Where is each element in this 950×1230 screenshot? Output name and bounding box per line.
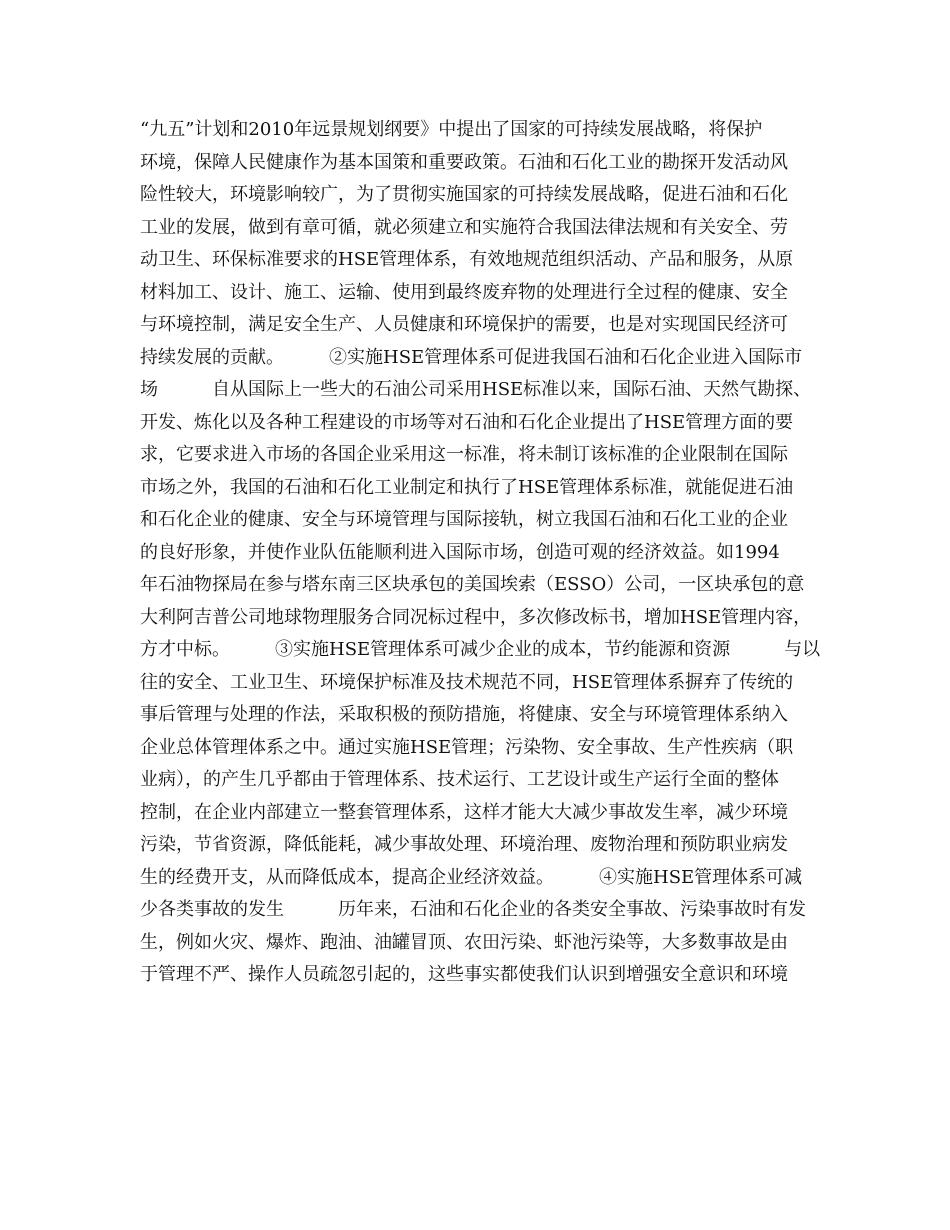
text-line: 开发、炼化以及各种工程建设的市场等对石油和石化企业提出了HSE管理方面的要: [140, 411, 794, 433]
text-line: 业病），的产生几乎都由于管理体系、技术运行、工艺设计或生产运行全面的整体: [140, 769, 779, 790]
text-line: 持续发展的贡献。 ②实施HSE管理体系可促进我国石油和石化企业进入国际市: [140, 346, 803, 368]
text-line: 险性较大，环境影响较广，为了贯彻实施国家的可持续发展战略，促进石油和石化: [140, 184, 788, 205]
text-line: 生，例如火灾、爆炸、跑油、油罐冒顶、农田污染、虾池污染等，大多数事故是由: [140, 931, 788, 953]
text-line: 材料加工、设计、施工、运输、使用到最终废弃物的处理进行全过程的健康、安全: [140, 281, 788, 303]
text-line: 方才中标。 ③实施HSE管理体系可减少企业的成本，节约能源和资源 与以: [140, 639, 821, 660]
text-line: 事后管理与处理的作法，采取积极的预防措施，将健康、安全与环境管理体系纳入: [140, 704, 788, 725]
text-line: 与环境控制，满足安全生产、人员健康和环境保护的需要，也是对实现国民经济可: [140, 314, 788, 335]
text-line: 大利阿吉普公司地球物理服务合同况标过程中，多次修改标书，增加HSE管理内容，: [140, 606, 812, 628]
text-line: 企业总体管理体系之中。通过实施HSE管理；污染物、安全事故、生产性疾病（职: [140, 736, 794, 758]
text-line: 和石化企业的健康、安全与环境管理与国际接轨，树立我国石油和石化工业的企业: [140, 509, 788, 530]
text-line: 污染，节省资源，降低能耗，减少事故处理、环境治理、废物治理和预防职业病发: [140, 834, 788, 855]
body-text: [140, 114, 830, 992]
text-line: 生的经费开支，从而降低成本，提高企业经济效益。 ④实施HSE管理体系可减: [140, 866, 803, 888]
text-line: 市场之外，我国的石油和石化工业制定和执行了HSE管理体系标准，就能促进石油: [140, 476, 794, 498]
text-line: 年石油物探局在参与塔东南三区块承包的美国埃索（ESSO）公司，一区块承包的意: [140, 574, 805, 595]
text-line: 往的安全、工业卫生、环境保护标准及技术规范不同，HSE管理体系摒弃了传统的: [140, 671, 794, 693]
text-line: 动卫生、环保标准要求的HSE管理体系，有效地规范组织活动、产品和服务，从原: [140, 249, 794, 270]
text-line: 环境，保障人民健康作为基本国策和重要政策。石油和石化工业的勘探开发活动风: [140, 151, 788, 173]
text-line: 少各类事故的发生 历年来，石油和石化企业的各类安全事故、污染事故时有发: [140, 899, 806, 920]
text-line: 的良好形象，并使作业队伍能顺利进入国际市场，创造可观的经济效益。如1994: [140, 541, 780, 563]
text-line: 控制，在企业内部建立一整套管理体系，这样才能大大减少事故发生率，减少环境: [140, 801, 788, 823]
text-line: 求，它要求进入市场的各国企业采用这一标准，将未制订该标准的企业限制在国际: [140, 444, 788, 465]
text-line: “九五”计划和2010年远景规划纲要》中提出了国家的可持续发展战略，将保护: [140, 119, 763, 140]
text-line: 工业的发展，做到有章可循，就必须建立和实施符合我国法律法规和有关安全、劳: [140, 216, 788, 238]
text-line: 于管理不严、操作人员疏忽引起的，这些事实都使我们认识到增强安全意识和环境: [140, 964, 788, 985]
text-line: 场 自从国际上一些大的石油公司采用HSE标准以来，国际石油、天然气勘探、: [140, 379, 812, 400]
